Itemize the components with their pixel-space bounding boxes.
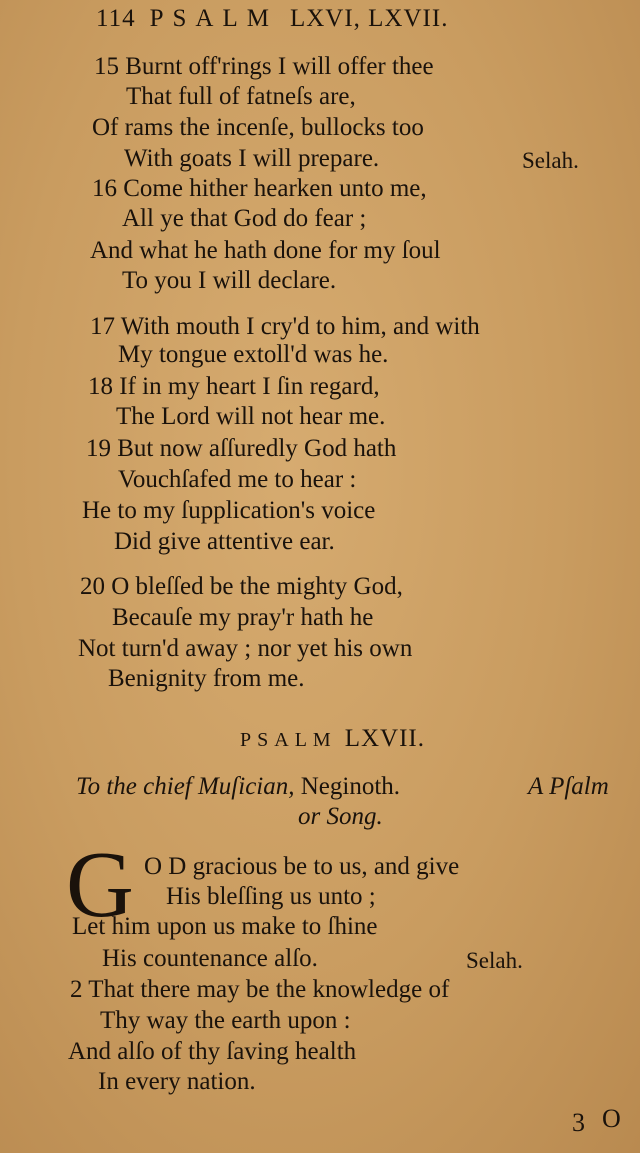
verse-line: Of rams the incenſe, bullocks too [92, 114, 424, 141]
verse-line: That full of fatneſs are, [126, 83, 356, 110]
verse-line: Vouchſafed me to hear : [118, 466, 357, 493]
catchword: O [602, 1104, 621, 1133]
verse-line: 19 But now aſſuredly God hath [86, 435, 397, 462]
verse-line: His bleſſing us unto ; [166, 883, 376, 910]
verse-line: My tongue extoll'd was he. [118, 341, 389, 368]
superscription-psalm: A Pſalm [528, 773, 609, 800]
verse-line: 20 O bleſſed be the mighty God, [80, 573, 403, 600]
psalm-heading-number: LXVII. [344, 725, 425, 752]
drop-cap: G [66, 833, 134, 937]
verse-line: Did give attentive ear. [114, 528, 335, 555]
verse-line: And alſo of thy ſaving health [68, 1038, 357, 1065]
selah-marker: Selah. [466, 948, 523, 973]
verse-line: Becauſe my pray'r hath he [112, 604, 374, 631]
verse-line: With goats I will prepare. [124, 145, 380, 172]
verse-line: O D gracious be to us, and give [144, 853, 460, 880]
superscription-line-1 [76, 772, 400, 802]
running-header [96, 4, 448, 34]
selah-marker: Selah. [522, 148, 579, 173]
superscription-song: or Song. [298, 803, 383, 830]
verse-line: 17 With mouth I cry'd to him, and with [90, 313, 480, 340]
verse-line: His countenance alſo. [102, 945, 318, 972]
superscription-italic: To the chief Muſician, [76, 773, 295, 800]
verse-line: Not turn'd away ; nor yet his own [78, 635, 413, 662]
verse-line: He to my ſupplication's voice [82, 497, 376, 524]
verse-line: 18 If in my heart I ſin regard, [88, 373, 380, 400]
verse-line: The Lord will not hear me. [116, 403, 386, 430]
verse-line: To you I will declare. [122, 267, 337, 294]
verse-line: 16 Come hither hearken unto me, [92, 175, 427, 202]
verse-line: All ye that God do fear ; [122, 205, 367, 232]
page-number: 114 [96, 5, 136, 32]
signature-mark: 3 [572, 1108, 585, 1137]
verse-line: And what he hath done for my ſoul [90, 237, 441, 264]
verse-line: 2 That there may be the knowledge of [70, 976, 450, 1003]
psalm-heading-word: PSALM [240, 729, 337, 751]
psalm-heading [240, 724, 425, 755]
verse-line: 15 Burnt off'rings I will offer thee [94, 53, 434, 80]
header-psalm-numbers: LXVI, LXVII. [289, 5, 449, 32]
verse-line: Thy way the earth upon : [100, 1007, 351, 1034]
verse-line: Let him upon us make to ſhine [72, 913, 378, 940]
superscription-neginoth: Neginoth. [300, 773, 401, 800]
verse-line: In every nation. [98, 1068, 256, 1095]
verse-line: Benignity from me. [108, 665, 305, 692]
header-title: PSALM [149, 5, 278, 32]
